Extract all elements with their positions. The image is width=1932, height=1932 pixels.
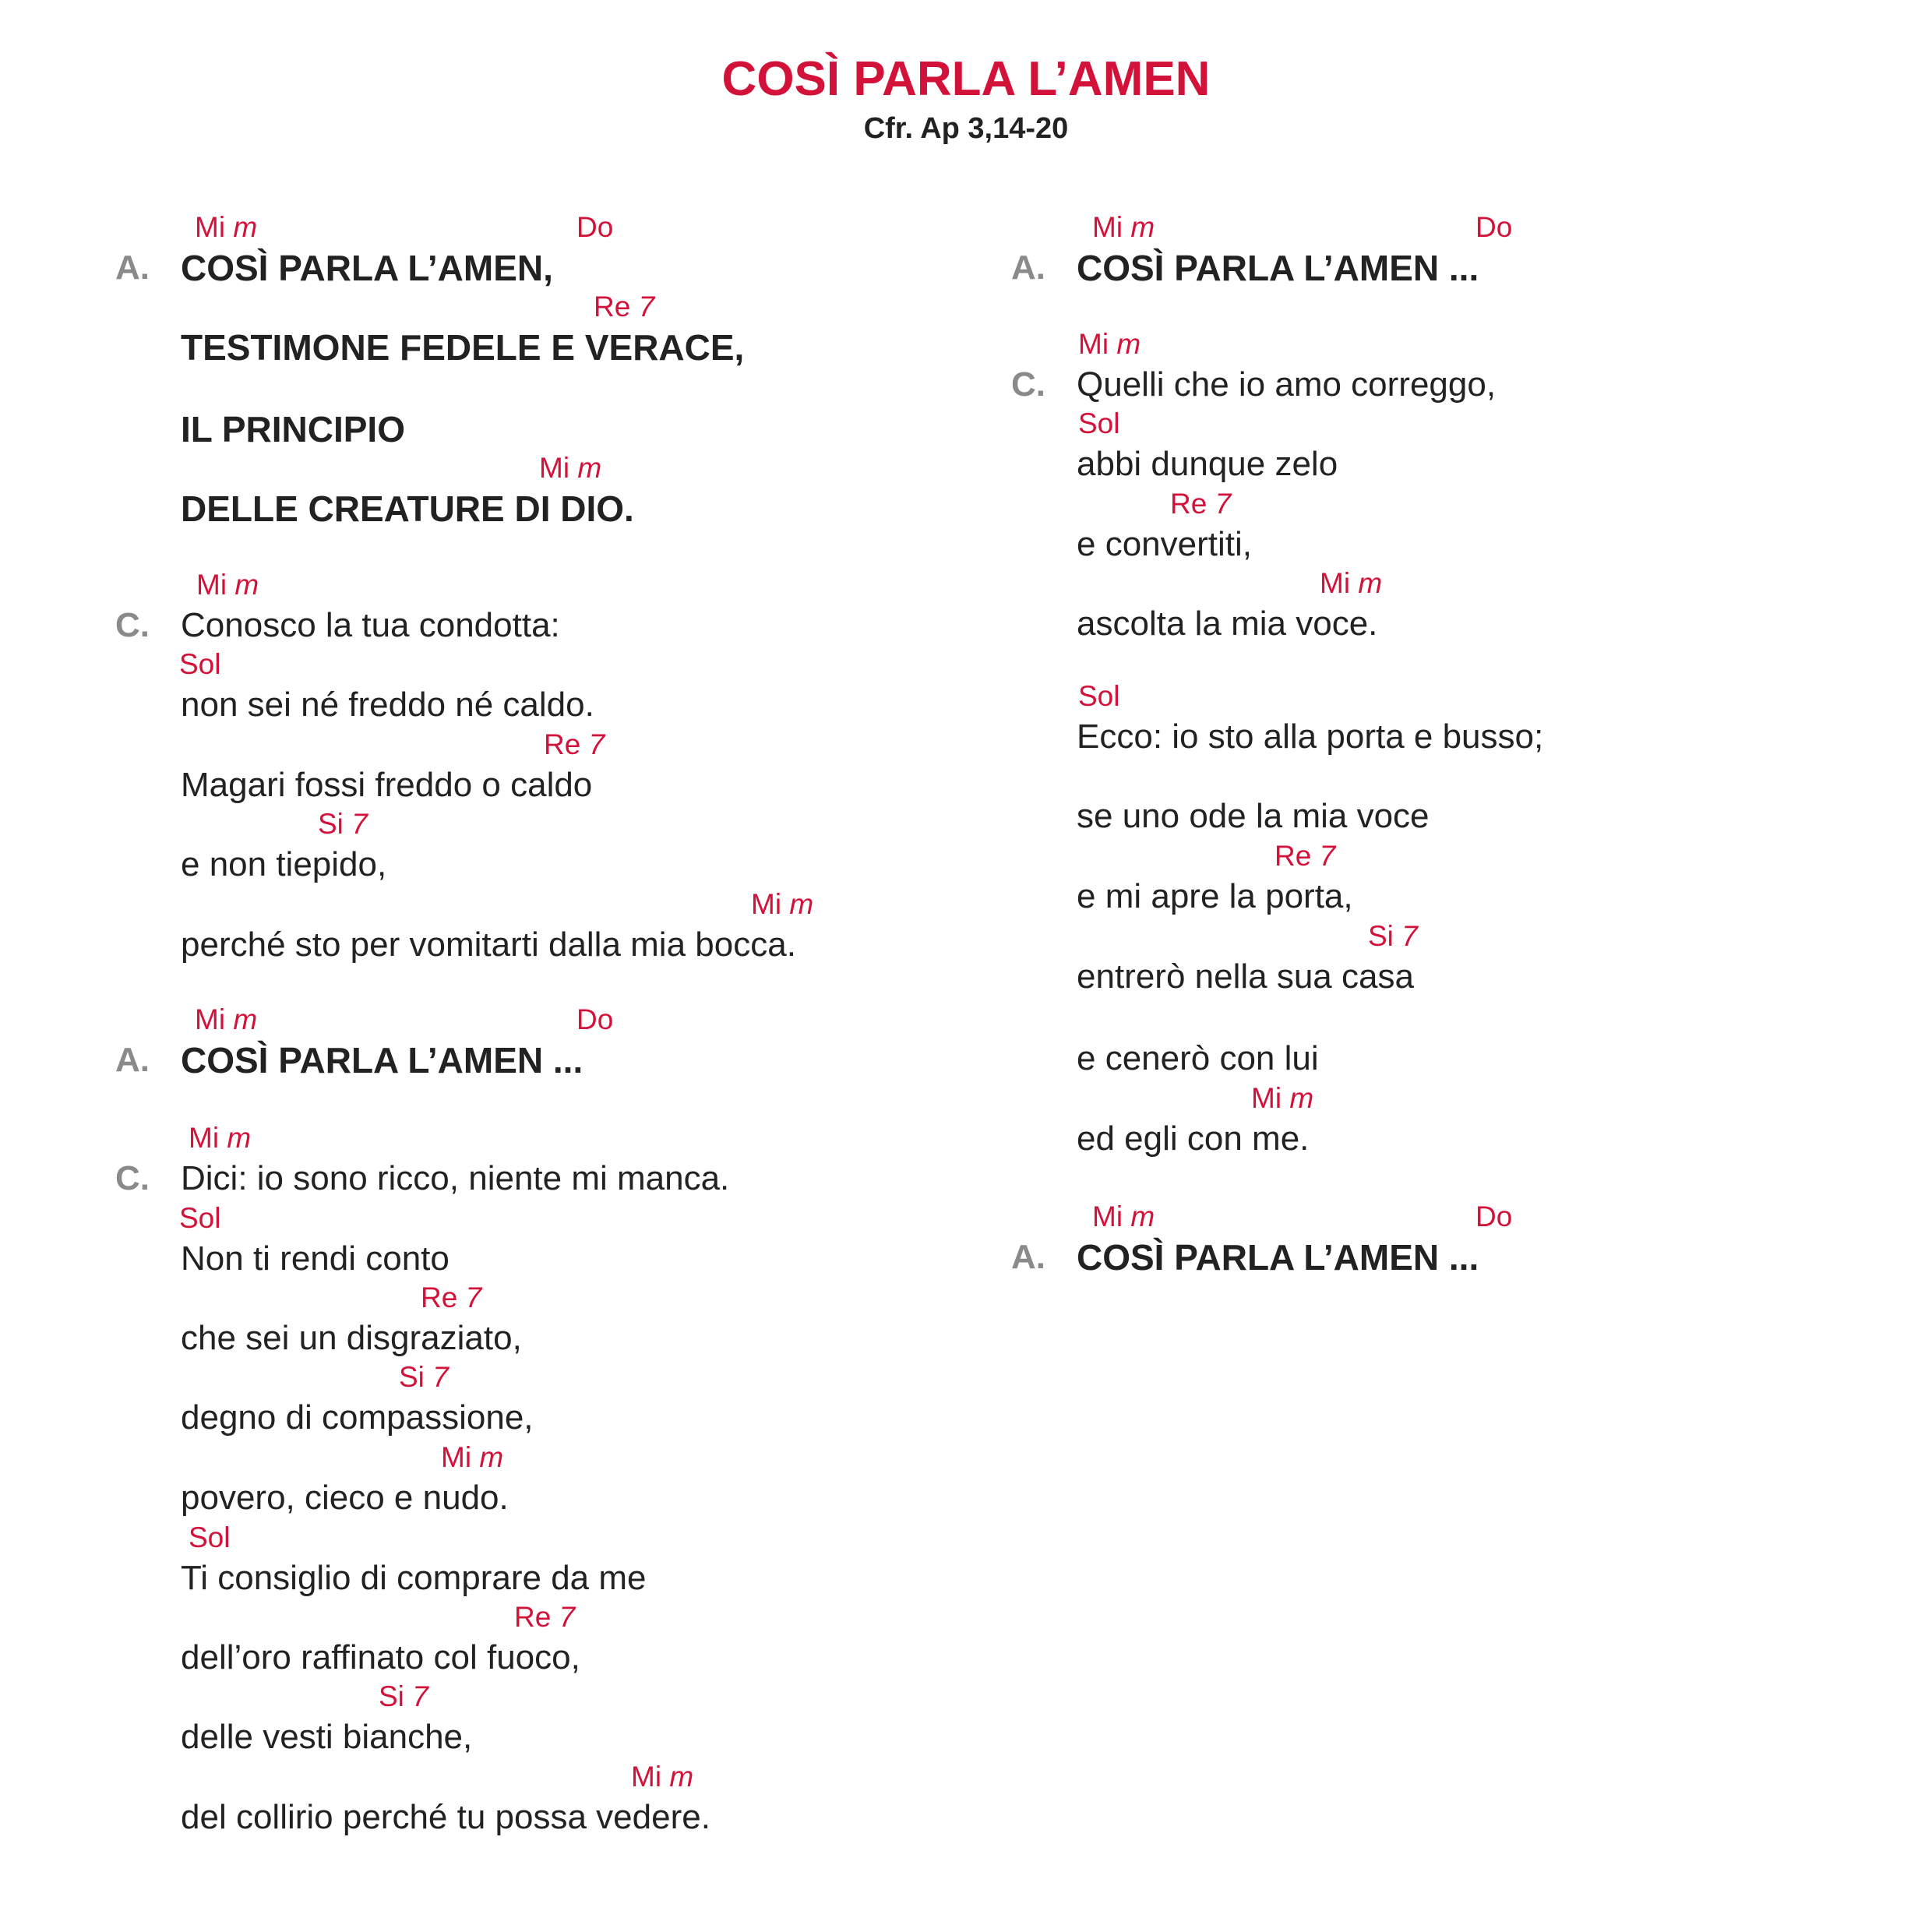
chord-root: Sol [179,1202,221,1234]
section-marker: C. [115,606,150,644]
song-reference: Cfr. Ap 3,14-20 [863,112,1069,145]
verse-line: ascolta la mia voce. [1077,605,1378,643]
antiphon-line: COSÌ PARLA L’AMEN ... [1077,248,1479,288]
section-marker: C. [115,1159,150,1197]
chord-label [1078,679,1119,714]
chord-label [399,1360,449,1394]
verse-line: e mi apre la porta, [1077,877,1353,915]
verse-line: del collirio perché tu possa vedere. [181,1798,710,1836]
chord-root: Mi [189,1122,220,1154]
verse-line: Quelli che io amo correggo, [1077,365,1497,404]
chord-quality: 7 [1215,488,1232,520]
verse-line: abbi dunque zelo [1077,445,1338,483]
verse-line: che sei un disgraziato, [181,1319,522,1357]
verse-line: degno di compassione, [181,1398,534,1437]
chord-label [441,1440,503,1475]
chord-root: Mi [195,211,226,243]
chord-quality: 7 [351,808,368,840]
chord-label [514,1600,575,1634]
chord-quality: m [577,452,602,484]
chord-label [539,451,601,485]
antiphon-line: COSÌ PARLA L’AMEN ... [181,1040,583,1081]
chord-label [1475,210,1512,245]
section-marker: C. [1011,365,1045,404]
verse-line: entrerò nella sua casa [1077,957,1414,996]
chord-root: Si [379,1680,404,1712]
antiphon-line: IL PRINCIPIO [181,409,405,450]
chord-label [1092,210,1155,245]
chord-root: Sol [1078,680,1120,712]
chord-quality: m [789,888,814,920]
chord-quality: 7 [465,1282,482,1313]
chord-quality: m [233,1003,258,1035]
verse-line: dell’oro raffinato col fuoco, [181,1638,580,1676]
antiphon-line: COSÌ PARLA L’AMEN ... [1077,1237,1479,1278]
chord-label [179,1201,220,1236]
chord-quality: m [479,1441,504,1473]
chord-label [576,210,613,245]
chord-label [1078,327,1141,361]
chord-label [189,1521,230,1555]
chord-quality: 7 [588,728,605,760]
chord-quality: 7 [1319,840,1336,872]
chord-root: Mi [1078,328,1109,360]
chord-root: Sol [1078,407,1120,439]
section-marker: A. [1011,1238,1045,1276]
chord-quality: m [1289,1082,1314,1114]
chord-label [318,807,368,841]
chord-label [421,1281,481,1315]
chord-quality: 7 [559,1601,576,1633]
chord-root: Re [514,1601,552,1633]
verse-line: se uno ode la mia voce [1077,797,1430,835]
chord-root: Do [576,1003,614,1035]
chord-label [1170,487,1231,521]
chord-label [379,1680,428,1714]
chord-root: Si [318,808,344,840]
chord-label [1475,1200,1512,1234]
chord-root: Do [576,211,614,243]
chord-label [1368,919,1418,954]
verse-line: Magari fossi freddo o caldo [181,766,593,804]
chord-label [196,568,259,602]
chord-root: Do [1475,1200,1513,1232]
chord-root: Re [594,291,631,323]
chord-root: Mi [1251,1082,1282,1114]
chord-root: Do [1475,211,1513,243]
chord-root: Mi [631,1761,662,1793]
chord-root: Mi [196,569,227,601]
chord-quality: m [1116,328,1141,360]
chord-quality: m [1130,1200,1155,1232]
verse-line: perché sto per vomitarti dalla mia bocca. [181,925,796,964]
verse-line: e convertiti, [1077,525,1252,563]
section-marker: A. [1011,249,1045,287]
chord-quality: m [1130,211,1155,243]
antiphon-line: DELLE CREATURE DI DIO. [181,488,634,529]
chord-label [576,1003,613,1037]
section-marker: A. [115,249,150,287]
chord-root: Mi [539,452,570,484]
verse-line: e non tiepido, [181,845,387,883]
chord-root: Si [399,1361,425,1393]
verse-line: delle vesti bianche, [181,1718,473,1756]
verse-line: Ecco: io sto alla porta e busso; [1077,717,1544,756]
verse-line: Dici: io sono ricco, niente mi manca. [181,1159,730,1197]
verse-line: Conosco la tua condotta: [181,606,560,644]
chord-quality: 7 [412,1680,428,1712]
chord-root: Re [1274,840,1312,872]
verse-line: Ti consiglio di comprare da me [181,1559,647,1597]
chord-root: Sol [189,1521,231,1553]
song-title: COSÌ PARLA L’AMEN [721,52,1211,106]
chord-root: Mi [441,1441,472,1473]
chord-quality: m [669,1761,694,1793]
chord-label [179,647,220,682]
chord-root: Re [421,1282,458,1313]
chord-root: Re [544,728,581,760]
antiphon-line: TESTIMONE FEDELE E VERACE, [181,327,745,368]
chord-label [1320,566,1382,601]
chord-root: Mi [195,1003,226,1035]
chord-label [195,1003,257,1037]
verse-line: povero, cieco e nudo. [181,1479,509,1517]
chord-root: Re [1170,488,1208,520]
chord-label [1274,839,1335,873]
chord-label [189,1121,251,1155]
chord-quality: m [234,569,259,601]
verse-line: non sei né freddo né caldo. [181,686,594,724]
chord-quality: 7 [638,291,655,323]
chord-quality: m [227,1122,252,1154]
section-marker: A. [115,1041,150,1079]
chord-label [1078,407,1119,441]
verse-line: e cenerò con lui [1077,1039,1319,1077]
chord-root: Si [1368,920,1394,952]
chord-label [631,1760,693,1794]
chord-quality: 7 [432,1361,449,1393]
chord-root: Mi [751,888,782,920]
chord-root: Mi [1092,1200,1123,1232]
chord-quality: m [1358,567,1383,599]
chord-quality: 7 [1401,920,1418,952]
verse-line: ed egli con me. [1077,1119,1310,1158]
chord-root: Sol [179,648,221,680]
chord-root: Mi [1092,211,1123,243]
chord-label [594,290,654,324]
chord-label [751,887,813,922]
antiphon-line: COSÌ PARLA L’AMEN, [181,248,553,288]
chord-root: Mi [1320,567,1351,599]
chord-label [1092,1200,1155,1234]
verse-line: Non ti rendi conto [181,1239,450,1278]
chord-label [1251,1081,1313,1116]
chord-label [544,728,605,762]
chord-label [195,210,257,245]
chord-quality: m [233,211,258,243]
